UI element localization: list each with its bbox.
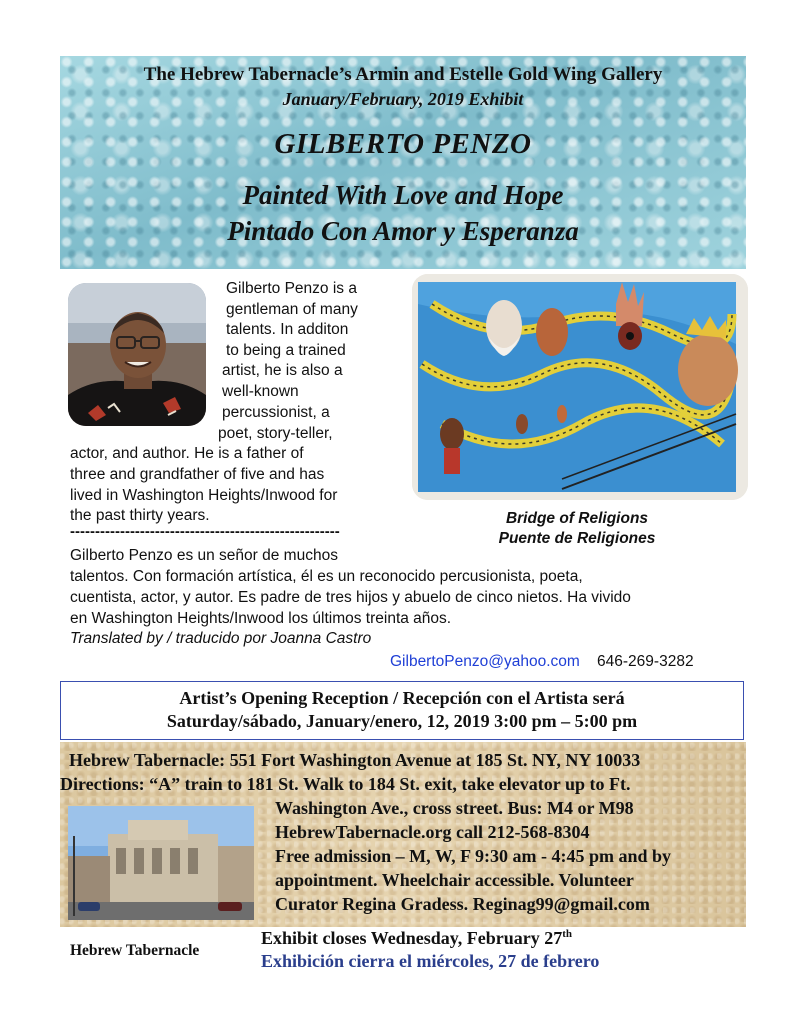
directions-line1: Directions: “A” train to 181 St. Walk to 184 St. exit, take elevator up to Ft. xyxy=(60,774,631,794)
exhibit-close-en: Exhibit closes Wednesday, February 27th xyxy=(261,928,572,948)
bio-en-line: the past thirty years. xyxy=(70,507,210,524)
bio-en-line: percussionist, a xyxy=(222,404,330,421)
exhibit-title-en: Painted With Love and Hope xyxy=(242,180,564,210)
bio-en-line: artist, he is also a xyxy=(222,362,343,379)
painting-image xyxy=(412,274,748,500)
church-photo xyxy=(68,806,254,920)
church-caption: Hebrew Tabernacle xyxy=(70,942,200,959)
painting-caption-en: Bridge of Religions xyxy=(505,510,649,527)
bio-en-line: to being a trained xyxy=(226,342,346,359)
curator-line: Curator Regina Gradess. Reginag99@gmail.com xyxy=(275,894,650,914)
bio-en-line: actor, and author. He is a father of xyxy=(70,445,304,462)
exhibit-dates: January/February, 2019 Exhibit xyxy=(282,89,524,109)
venue-address: Hebrew Tabernacle: 551 Fort Washington Avenue at 185 St. NY, NY 10033 xyxy=(69,750,641,770)
bio-es-line: talentos. Con formación artística, él es un reconocido percusionista, poeta, xyxy=(70,568,583,585)
artist-phone: 646-269-3282 xyxy=(597,653,694,670)
gallery-name: The Hebrew Tabernacle’s Armin and Estelle Gold Wing Gallery xyxy=(143,64,663,85)
reception-box xyxy=(60,681,744,740)
bio-en-line: three and grandfather of five and has xyxy=(70,466,325,483)
bio-es-line: Gilberto Penzo es un señor de muchos xyxy=(70,547,338,564)
bio-en-line: gentleman of many xyxy=(226,301,358,318)
admission-line1: Free admission – M, W, F 9:30 am - 4:45 pm and by xyxy=(275,846,672,866)
admission-line2: appointment. Wheelchair accessible. Volunteer xyxy=(275,870,634,890)
website-phone: HebrewTabernacle.org call 212-568-8304 xyxy=(275,822,590,842)
header-banner xyxy=(60,56,746,269)
reception-datetime: Saturday/sábado, January/enero, 12, 2019 3:00 pm – 5:00 pm xyxy=(166,711,638,731)
bio-en-line: well-known xyxy=(222,383,299,400)
artist-email-link[interactable]: GilbertoPenzo@yahoo.com xyxy=(390,653,580,670)
bio-es-line: cuentista, actor, y autor. Es padre de tres hijos y abuelo de cinco nietos. Ha vivido xyxy=(70,589,631,606)
reception-title: Artist’s Opening Reception / Recepción con el Artista será xyxy=(179,688,625,708)
bio-en-line: talents. In additon xyxy=(226,321,349,338)
translator-credit: Translated by / traducido por Joanna Castro xyxy=(70,630,372,647)
exhibit-close-es: Exhibición cierra el miércoles, 27 de febrero xyxy=(261,951,600,971)
directions-line2: Washington Ave., cross street. Bus: M4 or M98 xyxy=(275,798,634,818)
bio-es-line: en Washington Heights/Inwood los últimos treinta años. xyxy=(70,610,452,627)
contact-line xyxy=(390,653,694,671)
artist-name: GILBERTO PENZO xyxy=(274,128,532,160)
bio-en-line: Gilberto Penzo is a xyxy=(226,280,357,297)
divider: ------------------------------------------------------ xyxy=(70,523,340,540)
exhibit-title-es: Pintado Con Amor y Esperanza xyxy=(227,216,579,246)
bio-en-line: poet, story-teller, xyxy=(218,425,333,442)
artist-portrait xyxy=(68,283,206,426)
painting-caption-es: Puente de Religiones xyxy=(498,530,656,547)
bio-en-line: lived in Washington Heights/Inwood for xyxy=(70,487,338,504)
